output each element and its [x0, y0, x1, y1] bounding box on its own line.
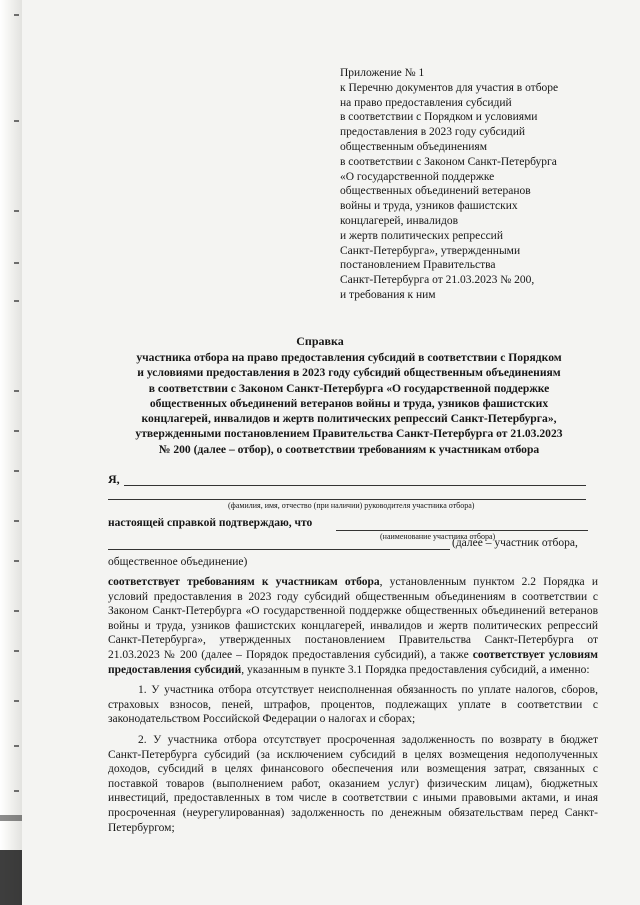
subtitle-line: концлагерей, инвалидов и жертв политических репрессий Санкт-Петербурга», — [141, 412, 557, 426]
org-name-blank — [336, 530, 588, 531]
subtitle-line: и условиями предоставления в 2023 году субсидий общественным объединениям — [137, 366, 561, 380]
appendix-line: «О государственной поддержке — [340, 170, 495, 183]
org-name-blank-2 — [108, 549, 450, 550]
subtitle-line: участника отбора на право предоставления субсидий в соответствии с Порядком — [136, 351, 562, 364]
intro-bold-1: соответствует требованиям к участникам отбора — [108, 576, 380, 588]
item-2: 2. У участника отбора отсутствует просроченная задолженность по возврату в бюджет Санкт-Петербурга субсидий (за исключением субсидий в целях возмещения недополученных доходов, субсидий в целях финансового обеспечения или возмещения затрат, связанных с поставкой товаров (выполнением работ, оказанием услуг) физическим лицам), бюджетных инвестиций, предоставленных в том числе в соответствии с иными правовыми актами, и иная просроченная (неурегулированная) задолженность по денежным обязательствам перед Санкт-Петербургом; — [108, 733, 598, 834]
appendix-line: и жертв политических репрессий — [340, 229, 503, 242]
appendix-line: Санкт-Петербурга», утвержденными — [340, 244, 521, 257]
subtitle-line: общественных объединений ветеранов войны и труда, узников фашистских — [149, 396, 549, 410]
ya-label: Я, — [108, 472, 120, 486]
subtitle-line: утвержденными постановлением Правительства Санкт-Петербурга от 21.03.2023 — [135, 427, 563, 441]
body-text — [108, 575, 598, 835]
head-name-blank-2 — [108, 499, 586, 500]
appendix-line: концлагерей, инвалидов — [340, 214, 459, 227]
document-title: Справка — [296, 334, 344, 348]
appendix-line: в соответствии с Порядком и условиями — [340, 111, 538, 124]
appendix-line: Приложение № 1 — [340, 67, 425, 79]
appendix-line: Санкт-Петербурга от 21.03.2023 № 200, — [340, 274, 535, 287]
intro-text-2: , указанным в пункте 3.1 Порядка предоставления субсидий, а именно: — [241, 663, 590, 676]
item-1: 1. У участника отбора отсутствует неисполненная обязанность по уплате налогов, сборов, страховых взносов, пеней, штрафов, процентов, подлежащих уплате в соответствии с законодательством Российской Федерации о налогах и сборах; — [108, 684, 598, 726]
appendix-line: общественным объединениям — [340, 140, 487, 153]
intro-text-1: , установленным пунктом 2.2 Порядка и условий предоставления в 2023 году субсидий общественным объединениям в соответствии с Законом Санкт-Петербурга «О государственной поддержке общественных объединений ветеранов войны и труда, узников фашистских концлагерей, инвалидов и жертв политических репрессий Санкт-Петербурга», утвержденных постановлением Правительства Санкт-Петербурга от 21.03.2023 № 200 (далее – Порядок предоставления субсидий), а также — [108, 576, 598, 661]
intro-bold-2: соответствует условиям предоставления субсидий — [108, 648, 598, 676]
appendix-line: постановлением Правительства — [340, 259, 496, 272]
obedinenie-text: общественное объединение) — [108, 556, 248, 568]
intro-paragraph — [108, 575, 598, 677]
appendix-line: и требования к ним — [340, 288, 436, 301]
appendix-line: предоставления в 2023 году субсидий — [340, 126, 526, 139]
appendix-line: к Перечню документов для участия в отборе — [340, 81, 559, 94]
appendix-header — [340, 66, 600, 303]
confirm-text: настоящей справкой подтверждаю, что — [108, 517, 313, 529]
head-name-blank — [124, 485, 586, 486]
document-subtitle — [104, 350, 594, 457]
after-name-text: (далее – участник отбора, — [452, 537, 578, 549]
subtitle-line: № 200 (далее – отбор), о соответствии требованиям к участникам отбора — [158, 442, 540, 456]
subtitle-line: в соответствии с Законом Санкт-Петербурга «О государственной поддержке — [148, 381, 550, 395]
head-name-caption: (фамилия, имя, отчество (при наличии) руководителя участника отбора) — [228, 501, 475, 510]
org-name-caption: (наименование участника отбора) — [380, 532, 496, 541]
appendix-line: на право предоставления субсидий — [340, 96, 512, 109]
appendix-line: войны и труда, узников фашистских — [340, 200, 518, 213]
appendix-line: в соответствии с Законом Санкт-Петербурга — [340, 155, 557, 168]
appendix-line: общественных объединений ветеранов — [340, 185, 531, 198]
scan-edge — [0, 0, 22, 905]
